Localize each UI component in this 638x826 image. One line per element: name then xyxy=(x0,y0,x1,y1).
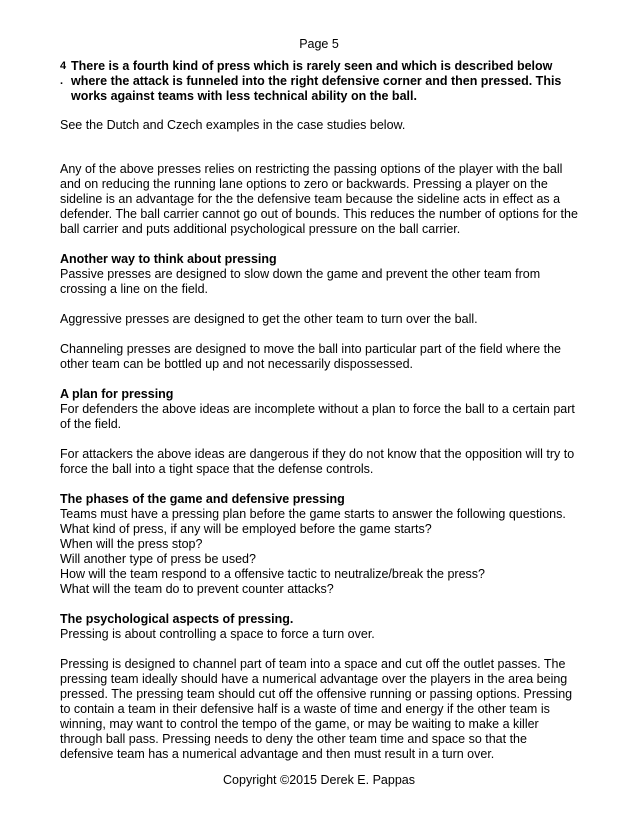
aggressive-press-paragraph: Aggressive presses are designed to get the other team to turn over the ball. xyxy=(60,312,478,326)
phases-line: Teams must have a pressing plan before the game starts to answer the following questions. xyxy=(60,507,566,521)
see-note: See the Dutch and Czech examples in the case studies below. xyxy=(60,118,406,132)
copyright-footer: Copyright ©2015 Derek E. Pappas xyxy=(223,773,415,787)
intro-paragraph: Any of the above presses relies on restricting the passing options of the player with the ball and on reducing the running lane options to zero or backwards. Pressing a player on the sideline is an advantage for the the defensive team because the sideline acts in effect as a defender. The ball carrier cannot go out of bounds. This reduces the number of options for the ball carrier and puts additional psychological pressure on the ball carrier. xyxy=(60,162,578,236)
phases-line: Will another type of press be used? xyxy=(60,552,256,566)
attackers-paragraph: For attackers the above ideas are dangerous if they do not know that the opposition will try to force the ball into a tight space that the defense controls. xyxy=(60,447,575,476)
page-number: Page 5 xyxy=(299,37,339,51)
phases-line: How will the team respond to a offensive tactic to neutralize/break the press? xyxy=(60,567,485,581)
item-text: There is a fourth kind of press which is rarely seen and which is described below where the attack is funneled into the right defensive corner and then pressed. This works against teams with less technical ability on the ball. xyxy=(71,59,562,103)
section-title-plan: A plan for pressing xyxy=(60,387,174,401)
phases-line: What kind of press, if any will be employed before the game starts? xyxy=(60,522,432,536)
passive-press-paragraph: Passive presses are designed to slow down the game and prevent the other team from crossing a line on the field. xyxy=(60,267,541,296)
section-title-phases: The phases of the game and defensive pressing xyxy=(60,492,345,506)
defenders-paragraph: For defenders the above ideas are incomplete without a plan to force the ball to a certain part of the field. xyxy=(60,402,575,431)
item-number: 4 . xyxy=(60,60,67,87)
section-title-psychological: The psychological aspects of pressing. xyxy=(60,612,294,626)
section-title-another-way: Another way to think about pressing xyxy=(60,252,277,266)
numbered-item-4 xyxy=(60,59,582,104)
channeling-press-paragraph: Channeling presses are designed to move the ball into particular part of the field where the other team can be bottled up and not necessarily dispossessed. xyxy=(60,342,561,371)
psych-paragraph-1: Pressing is about controlling a space to force a turn over. xyxy=(60,627,375,641)
phases-line: When will the press stop? xyxy=(60,537,203,551)
phases-line: What will the team do to prevent counter attacks? xyxy=(60,582,334,596)
psych-paragraph-2: Pressing is designed to channel part of team into a space and cut off the outlet passes. The pressing team ideally should have a numerical advantage over the players in the area being pressed. The pressing team should cut off the offensive running or passing options. Pressing to contain a team in their defensive half is a waste of time and energy if the other team is winning, may want to control the tempo of the game, or may be waiting to make a killer through ball pass. Pressing needs to deny the other team time and space so that the defensive team has a numerical advantage and then must result in a turn over. xyxy=(60,657,573,761)
document-body xyxy=(60,59,582,777)
